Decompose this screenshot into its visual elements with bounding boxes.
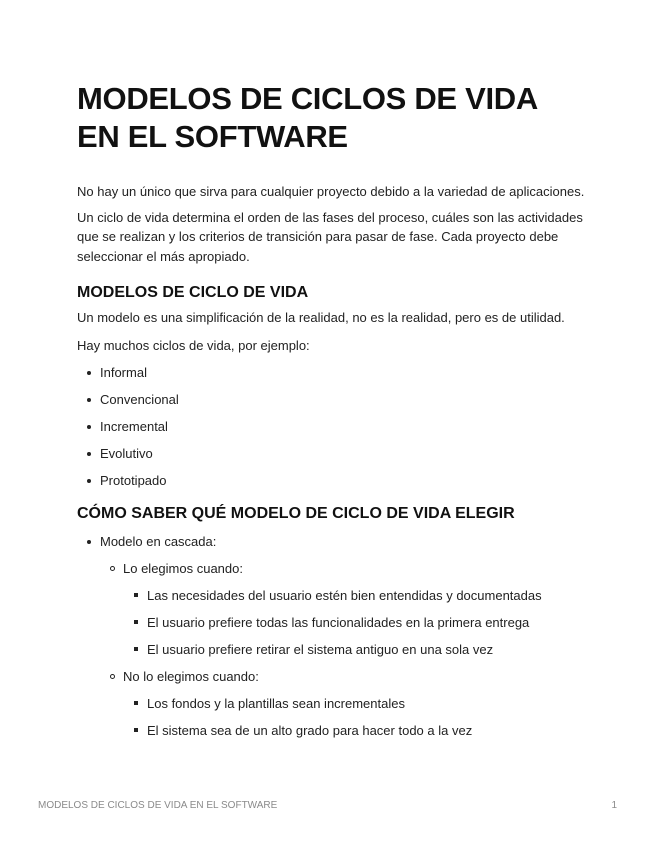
list-item-not-choose — [123, 667, 587, 740]
page-number: 1 — [611, 800, 617, 811]
list-item: Los fondos y la plantillas sean incrementales — [147, 694, 587, 713]
list-item: Las necesidades del usuario estén bien entendidas y documentadas — [147, 586, 587, 605]
list-item: Evolutivo — [100, 444, 587, 463]
list-item-choose — [123, 559, 587, 659]
document-page — [77, 80, 587, 740]
list-item: Convencional — [100, 390, 587, 409]
list-item: Incremental — [100, 417, 587, 436]
list-item: El usuario prefiere retirar el sistema antiguo en una sola vez — [147, 640, 587, 659]
model-definition-paragraph: Un modelo es una simplificación de la realidad, no es la realidad, pero es de utilidad. — [77, 310, 565, 325]
cascada-label: Modelo en cascada: — [100, 534, 217, 549]
intro-paragraph-2: Un ciclo de vida determina el orden de las fases del proceso, cuáles son las actividades que se realizan y los criterios de transición para pasar de fase. Cada proyecto debe seleccionar el más apropiado. — [77, 209, 583, 264]
not-choose-label: No lo elegimos cuando: — [123, 669, 259, 684]
section-heading-modelos: MODELOS DE CICLO DE VIDA — [77, 284, 309, 301]
cascada-sublist — [100, 559, 587, 740]
choose-label: Lo elegimos cuando: — [123, 561, 243, 576]
list-item: El sistema sea de un alto grado para hacer todo a la vez — [147, 721, 587, 740]
not-choose-conditions-list — [123, 694, 587, 740]
title-line-2: EN EL SOFTWARE — [77, 119, 348, 154]
list-item-cascada — [100, 532, 587, 740]
section-heading-elegir: CÓMO SABER QUÉ MODELO DE CICLO DE VIDA ELEGIR — [77, 505, 515, 522]
lifecycle-types-list — [77, 363, 587, 490]
list-item: El usuario prefiere todas las funcionalidades en la primera entrega — [147, 613, 587, 632]
examples-intro-paragraph: Hay muchos ciclos de vida, por ejemplo: — [77, 337, 310, 353]
list-item: Informal — [100, 363, 587, 382]
title-line-1: MODELOS DE CICLOS DE VIDA — [77, 81, 538, 116]
intro-paragraph-1: No hay un único que sirva para cualquier proyecto debido a la variedad de aplicaciones. — [77, 184, 585, 199]
selection-list — [77, 532, 587, 740]
page-footer — [38, 800, 617, 812]
document-title — [77, 80, 587, 156]
footer-title: MODELOS DE CICLOS DE VIDA EN EL SOFTWARE — [38, 800, 278, 811]
list-item: Prototipado — [100, 471, 587, 490]
choose-conditions-list — [123, 586, 587, 659]
